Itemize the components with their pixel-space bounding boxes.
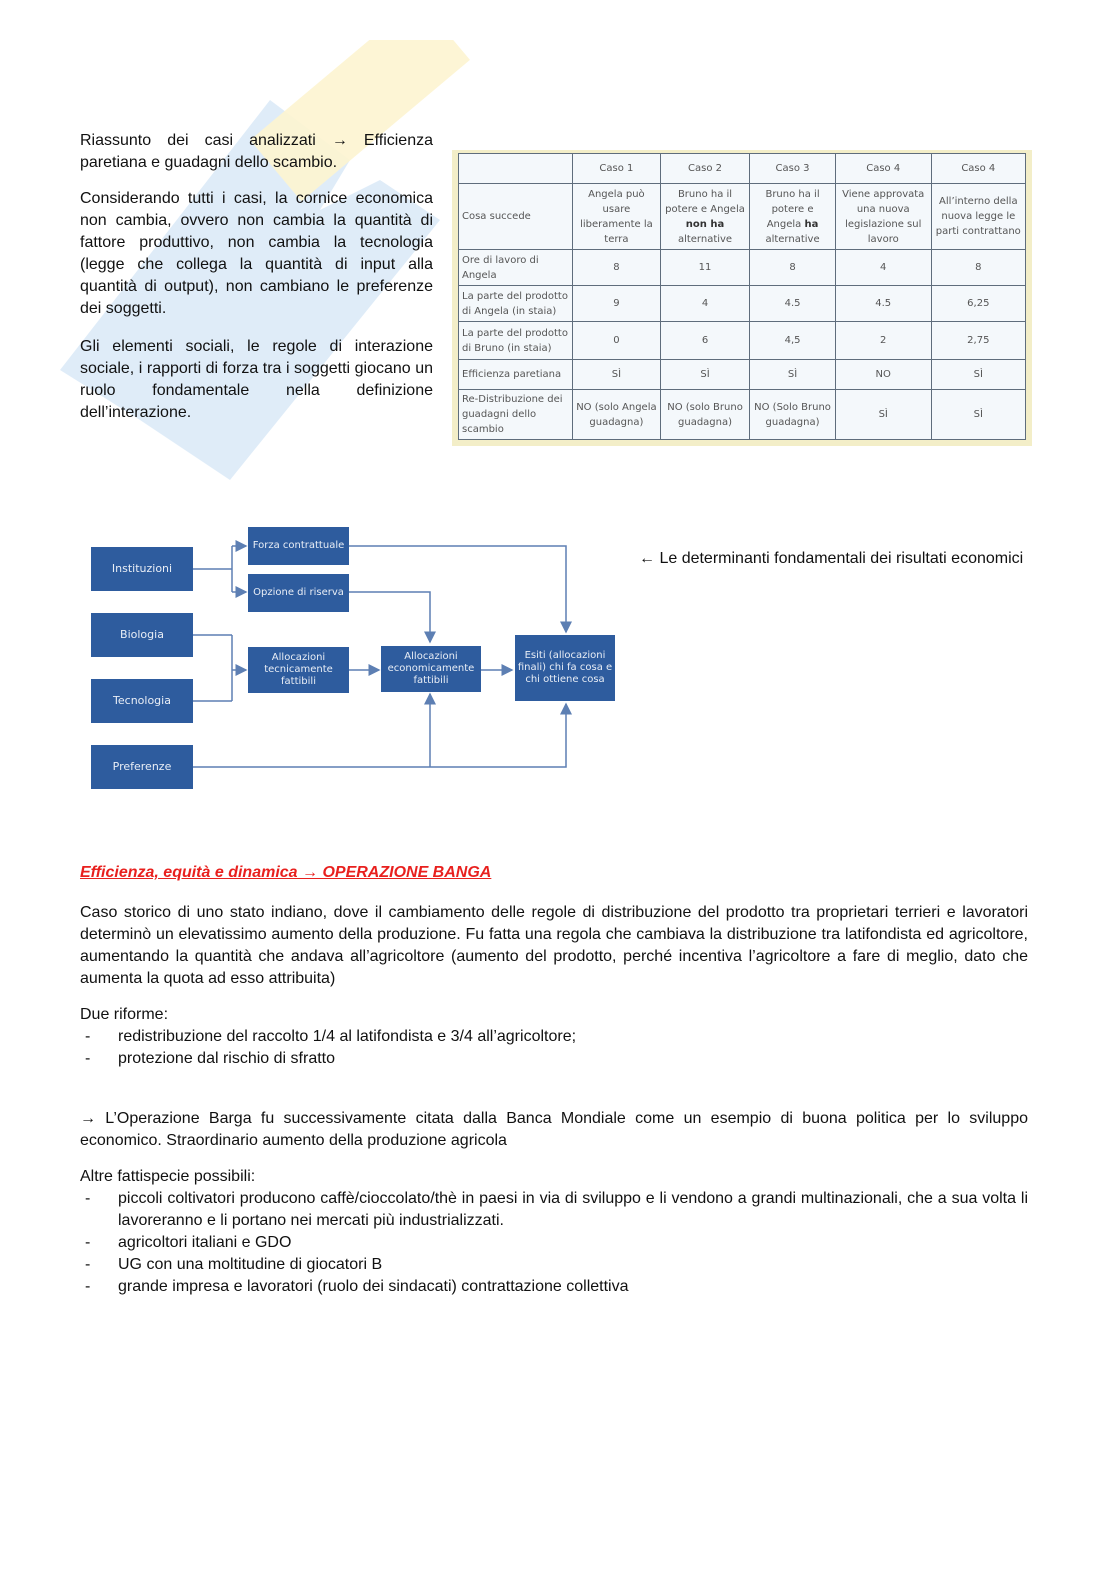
- diagram-box-tecnologia: Tecnologia: [91, 679, 193, 723]
- table-cell: SÌ: [931, 390, 1025, 440]
- table-cell: SÌ: [660, 360, 749, 390]
- row-label: Ore di lavoro di Angela: [459, 250, 573, 286]
- table-header: Caso 2: [660, 154, 749, 184]
- table-cell: 6: [660, 322, 749, 360]
- altre-title: Altre fattispecie possibili:: [80, 1168, 256, 1185]
- intro-title-paragraph: Riassunto dei casi analizzati → Efficienza paretiana e guadagni dello scambio.: [80, 132, 433, 171]
- row-label: La parte del prodotto di Angela (in staia): [459, 286, 573, 322]
- table-cell: 2: [835, 322, 931, 360]
- table-cell: 6,25: [931, 286, 1025, 322]
- diagram-box-opzione-riserva: Opzione di riserva: [248, 574, 349, 612]
- table-cell: 4: [660, 286, 749, 322]
- intro-paragraph-2: Considerando tutti i casi, la cornice economica non cambia, ovvero non cambia la quantità di fattore produttivo, non cambia la tecnologia (legge che collega la quantità di input alla quantità di output), non cambiano le preferenze dei soggetti.: [80, 190, 433, 317]
- table-header: Caso 3: [750, 154, 836, 184]
- table-cell: 4,5: [750, 322, 836, 360]
- table-cell: SÌ: [931, 360, 1025, 390]
- table-cell: 8: [750, 250, 836, 286]
- list-item: - protezione dal rischio di sfratto: [80, 1048, 1028, 1070]
- table-cell: SÌ: [750, 360, 836, 390]
- diagram-box-allocazioni-tecniche: Allocazioni tecnicamente fattibili: [248, 647, 349, 693]
- table-cell: 4.5: [835, 286, 931, 322]
- altre-list: [80, 1188, 1028, 1298]
- table-cell: Bruno ha il potere e Angela non ha alternative: [660, 184, 749, 250]
- table-cell: 4: [835, 250, 931, 286]
- row-label: Efficienza paretiana: [459, 360, 573, 390]
- table-cell: NO (solo Bruno guadagna): [660, 390, 749, 440]
- row-label: La parte del prodotto di Bruno (in staia): [459, 322, 573, 360]
- intro-paragraph-3: Gli elementi sociali, le regole di interazione sociale, i rapporti di forza tra i soggetti giocano un ruolo fondamentale nella definizione dell’interazione.: [80, 338, 433, 421]
- diagram-box-preferenze: Preferenze: [91, 745, 193, 789]
- table-cell: All’interno della nuova legge le parti contrattano: [931, 184, 1025, 250]
- diagram-box-allocazioni-economiche: Allocazioni economicamente fattibili: [381, 646, 481, 692]
- diagram-box-istituzioni: Instituzioni: [91, 547, 193, 591]
- table-cell: 9: [573, 286, 661, 322]
- table-cell: Viene approvata una nuova legislazione sul lavoro: [835, 184, 931, 250]
- table-header: Caso 1: [573, 154, 661, 184]
- table-cell: NO: [835, 360, 931, 390]
- diagram-caption: ← Le determinanti fondamentali dei risultati economici: [639, 550, 1024, 567]
- section-paragraph-2: → L’Operazione Barga fu successivamente citata dalla Banca Mondiale come un esempio di buona politica per lo sviluppo economico. Straordinario aumento della produzione agricola: [80, 1110, 1028, 1149]
- row-label: Cosa succede: [459, 184, 573, 250]
- table-cell: 8: [573, 250, 661, 286]
- diagram-box-esiti: Esiti (allocazioni finali) chi fa cosa e chi ottiene cosa: [515, 635, 615, 701]
- diagram-box-forza-contrattuale: Forza contrattuale: [248, 527, 349, 565]
- riforme-list: [80, 1026, 1028, 1070]
- table-header: Caso 4: [931, 154, 1025, 184]
- table-cell: 4.5: [750, 286, 836, 322]
- table-cell: SÌ: [835, 390, 931, 440]
- section-paragraph-1: Caso storico di uno stato indiano, dove il cambiamento delle regole di distribuzione del prodotto tra proprietari terrieri e lavoratori determinò un elevatissimo aumento della produzione. Fu fatta una regola che cambiava la distribuzione tra latifondista ed agricoltore, aumentando la quantità che andava all’agricoltore (aumento del prodotto, perché incentiva l’agricoltore a fare di meglio, dato che aumenta la quota ad esso attribuita): [80, 904, 1028, 987]
- list-item: - redistribuzione del raccolto 1/4 al latifondista e 3/4 all’agricoltore;: [80, 1026, 1028, 1048]
- table-cell: NO (solo Angela guadagna): [573, 390, 661, 440]
- table-cell: 0: [573, 322, 661, 360]
- list-item: - UG con una moltitudine di giocatori B: [80, 1254, 1028, 1276]
- section-heading: Efficienza, equità e dinamica → OPERAZIONE BANGA: [80, 864, 492, 881]
- list-item: - agricoltori italiani e GDO: [80, 1232, 1028, 1254]
- diagram-box-biologia: Biologia: [91, 613, 193, 657]
- table-cell: 2,75: [931, 322, 1025, 360]
- table-cell: Bruno ha il potere e Angela ha alternative: [750, 184, 836, 250]
- table-cell: 11: [660, 250, 749, 286]
- table-cell: NO (Solo Bruno guadagna): [750, 390, 836, 440]
- table-cell: 8: [931, 250, 1025, 286]
- table-header: Caso 4: [835, 154, 931, 184]
- list-item: - grande impresa e lavoratori (ruolo dei sindacati) contrattazione collettiva: [80, 1276, 1028, 1298]
- row-label: Re-Distribuzione dei guadagni dello scambio: [459, 390, 573, 440]
- table-cell: SÌ: [573, 360, 661, 390]
- riforme-title: Due riforme:: [80, 1006, 169, 1023]
- table-cell: Angela può usare liberamente la terra: [573, 184, 661, 250]
- list-item: - piccoli coltivatori producono caffè/cioccolato/thè in paesi in via di sviluppo e li vendono a grandi multinazionali, che a sua volta li lavoreranno e li portano nei mercati più industrializzati.: [80, 1188, 1028, 1232]
